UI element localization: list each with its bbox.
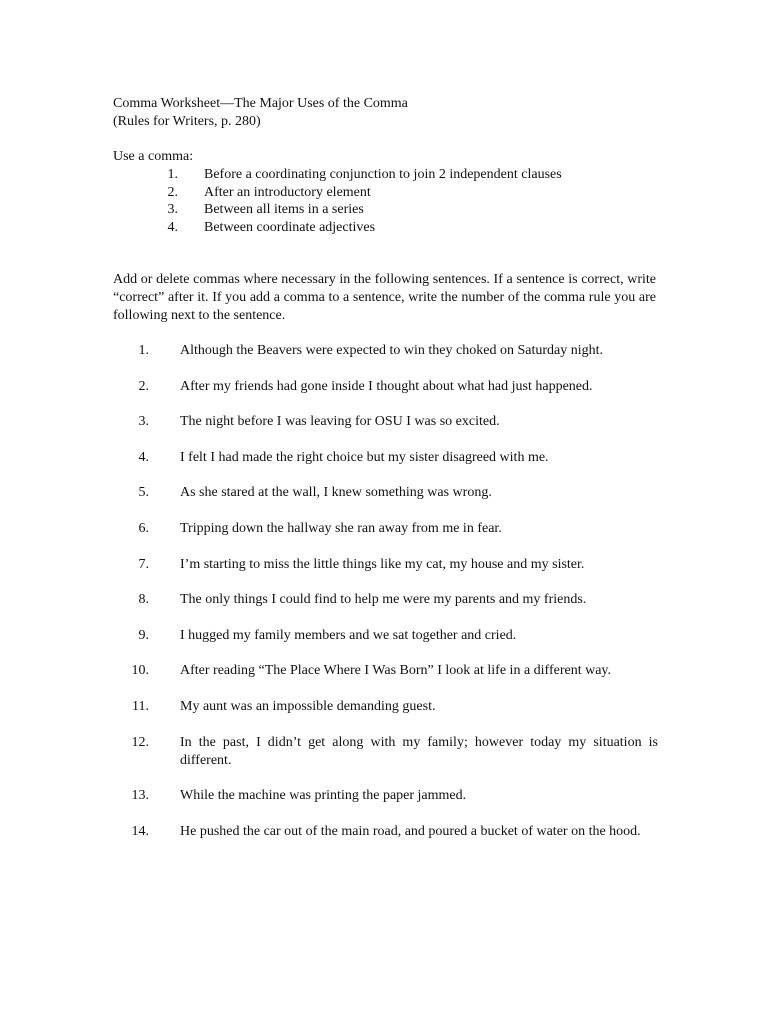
rule-text: Between all items in a series	[204, 202, 364, 217]
sentence-item	[113, 787, 658, 805]
sentence-text: I’m starting to miss the little things like my cat, my house and my sister.	[180, 556, 585, 572]
sentence-item	[113, 484, 658, 502]
sentence-number: 14.	[131, 823, 149, 839]
title-block	[113, 95, 408, 131]
sentence-number: 4.	[138, 449, 149, 465]
rule-text: Between coordinate adjectives	[204, 219, 376, 235]
sentence-text: While the machine was printing the paper jammed.	[180, 788, 467, 804]
sentence-text: After reading “The Place Where I Was Born” I look at life in a different way.	[180, 663, 612, 679]
rule-number: 1.	[167, 167, 178, 182]
page-subtitle: (Rules for Writers, p. 280)	[113, 114, 261, 129]
rule-number: 3.	[167, 202, 178, 217]
rule-item	[113, 219, 376, 237]
sentence-item	[113, 734, 658, 770]
sentence-item	[113, 698, 658, 716]
sentence-item	[113, 520, 658, 538]
sentence-text: I hugged my family members and we sat together and cried.	[180, 627, 517, 643]
sentence-number: 1.	[138, 343, 149, 358]
sentence-number: 6.	[138, 520, 149, 536]
sentence-text: Although the Beavers were expected to win they choked on Saturday night.	[180, 343, 603, 358]
rule-item	[113, 184, 371, 202]
sentence-text: As she stared at the wall, I knew something was wrong.	[180, 485, 492, 501]
rule-item	[113, 166, 562, 184]
sentence-item	[113, 627, 658, 645]
sentence-item	[113, 662, 658, 680]
sentence-text: The night before I was leaving for OSU I was so excited.	[180, 414, 500, 430]
sentence-text: After my friends had gone inside I thought about what had just happened.	[180, 378, 593, 394]
sentence-item	[113, 378, 658, 396]
sentence-text: In the past, I didn’t get along with my family; however today my situation is different.	[180, 734, 658, 768]
sentence-number: 5.	[138, 485, 149, 501]
sentence-number: 9.	[138, 627, 149, 643]
rule-item	[113, 201, 364, 219]
instructions-paragraph: Add or delete commas where necessary in the following sentences. If a sentence is correct, write “correct” after it. If you add a comma to a sentence, write the number of the comma rule you are following next to the sentence.	[113, 272, 656, 323]
sentence-text: My aunt was an impossible demanding guest.	[180, 698, 436, 714]
sentence-text: The only things I could find to help me were my parents and my friends.	[180, 592, 587, 608]
comma-rules-list	[113, 148, 562, 236]
sentence-text: I felt I had made the right choice but my sister disagreed with me.	[180, 449, 549, 465]
sentence-item	[113, 556, 658, 574]
page-title: Comma Worksheet—The Major Uses of the Comma	[113, 96, 408, 111]
sentence-number: 12.	[131, 734, 149, 750]
sentence-text: Tripping down the hallway she ran away from me in fear.	[180, 520, 502, 536]
sentence-list	[113, 342, 658, 858]
rules-intro: Use a comma:	[113, 149, 194, 164]
rule-number: 4.	[167, 219, 178, 235]
rule-text: After an introductory element	[204, 184, 371, 200]
sentence-item	[113, 449, 658, 467]
sentence-number: 8.	[138, 592, 149, 608]
sentence-number: 2.	[138, 378, 149, 394]
sentence-item	[113, 823, 658, 841]
sentence-item	[113, 342, 658, 360]
sentence-number: 13.	[131, 788, 149, 804]
sentence-number: 10.	[131, 663, 149, 679]
rule-text: Before a coordinating conjunction to join 2 independent clauses	[204, 167, 562, 182]
sentence-number: 3.	[138, 414, 149, 430]
sentence-text: He pushed the car out of the main road, and poured a bucket of water on the hood.	[180, 823, 641, 839]
sentence-item	[113, 413, 658, 431]
sentence-number: 7.	[138, 556, 149, 572]
rule-number: 2.	[167, 184, 178, 200]
sentence-item	[113, 591, 658, 609]
sentence-number: 11.	[132, 698, 149, 714]
